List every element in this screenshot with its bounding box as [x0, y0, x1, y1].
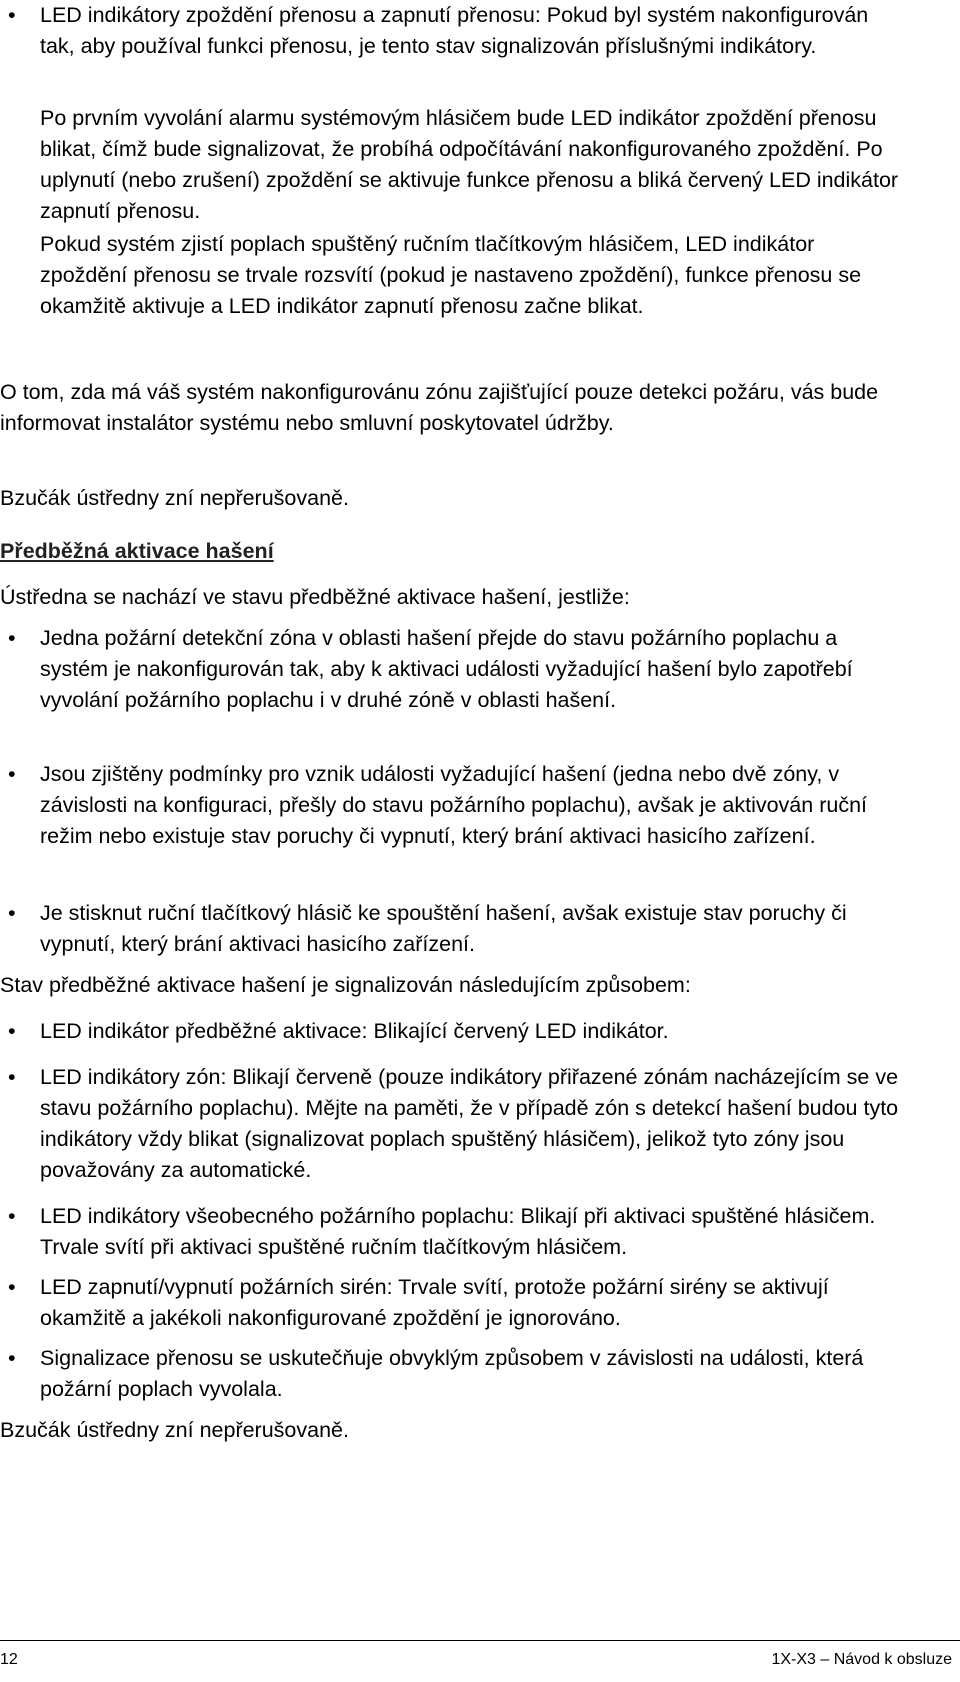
condition-item-2: [0, 759, 960, 852]
list-item: [0, 0, 960, 62]
buzzer-note-1: Bzučák ústředny zní nepřerušovaně.: [0, 486, 349, 510]
condition-item-3: [0, 898, 960, 960]
signal-intro: Stav předběžné aktivace hašení je signalizován následujícím způsobem:: [0, 973, 691, 997]
page-footer: [0, 1640, 960, 1682]
bullet-marker: •: [8, 626, 16, 650]
condition-text: Jedna požární detekční zóna v oblasti hašení přejde do stavu požárního poplachu a systém je nakonfigurován tak, aby k aktivaci události vyžadující hašení bylo zapotřebí vyvolání požárního poplachu i v druhé zóně v oblasti hašení.: [40, 626, 853, 712]
bullet-marker: •: [8, 3, 16, 27]
bullet-marker: •: [8, 1275, 16, 1299]
signal-item-4: [0, 1272, 960, 1334]
transmission-delay-paragraph: Po prvním vyvolání alarmu systémovým hlásičem bude LED indikátor zpoždění přenosu blikat, čímž bude signalizovat, že probíhá odpočítávání nakonfigurovaného zpoždění. Po uplynutí (nebo zrušení) zpoždění se aktivuje funkce přenosu a bliká červený LED indikátor zapnutí přenosu.: [40, 106, 899, 223]
signal-text: LED zapnutí/vypnutí požárních sirén: Trvale svítí, protože požární sirény se aktivují okamžitě a jakékoli nakonfigurované zpoždění je ignorováno.: [40, 1275, 829, 1330]
bullet-marker: •: [8, 1065, 16, 1089]
buzzer-note-2: Bzučák ústředny zní nepřerušovaně.: [0, 1418, 349, 1442]
signal-item-3: [0, 1201, 960, 1263]
bullet-marker: •: [8, 901, 16, 925]
info-paragraph: O tom, zda má váš systém nakonfigurovánu zónu zajišťující pouze detekci požáru, vás bude informovat instalátor systému nebo smluvní poskytovatel údržby.: [0, 380, 879, 435]
signal-text: Signalizace přenosu se uskutečňuje obvyklým způsobem v závislosti na události, která požární poplach vyvolala.: [40, 1346, 864, 1401]
condition-item-1: [0, 623, 960, 716]
section-heading: Předběžná aktivace hašení: [0, 539, 274, 563]
signal-text: LED indikátor předběžné aktivace: Blikající červený LED indikátor.: [40, 1019, 669, 1043]
bullet-marker: •: [8, 1346, 16, 1370]
intro-item: [0, 0, 960, 62]
condition-text: Jsou zjištěny podmínky pro vznik události vyžadující hašení (jedna nebo dvě zóny, v závislosti na konfiguraci, přešly do stavu požárního poplachu), avšak je aktivován ruční režim nebo existuje stav poruchy či vypnutí, který brání aktivaci hasicího zařízení.: [40, 762, 867, 848]
signal-item-5: [0, 1343, 960, 1405]
signal-item-1: [0, 1016, 960, 1047]
condition-text: Je stisknut ruční tlačítkový hlásič ke spouštění hašení, avšak existuje stav poruchy či vypnutí, který brání aktivaci hasicího zařízení.: [40, 901, 847, 956]
signal-text: LED indikátory zón: Blikají červeně (pouze indikátory přiřazené zónám nacházejícím se ve stavu požárního poplachu). Mějte na paměti, že v případě zón s detekcí hašení budou tyto indikátory vždy blikat (signalizovat poplach spuštěný hlásičem), jelikož tyto zóny jsou považovány za automatické.: [40, 1065, 899, 1182]
bullet-marker: •: [8, 1019, 16, 1043]
section-intro: Ústředna se nachází ve stavu předběžné aktivace hašení, jestliže:: [0, 585, 630, 609]
manual-call-point-paragraph: Pokud systém zjistí poplach spuštěný ručním tlačítkovým hlásičem, LED indikátor zpoždění přenosu se trvale rozsvítí (pokud je nastaveno zpoždění), funkce přenosu se okamžitě aktivuje a LED indikátor zapnutí přenosu začne blikat.: [40, 232, 862, 318]
page-number: 12: [0, 1651, 18, 1668]
signal-text: LED indikátory všeobecného požárního poplachu: Blikají při aktivaci spuštěné hlásičem. Trvale svítí při aktivaci spuštěné ručním tlačítkovým hlásičem.: [40, 1204, 876, 1259]
bullet-marker: •: [8, 762, 16, 786]
intro-item-title: LED indikátory zpoždění přenosu a zapnutí přenosu: Pokud byl systém nakonfigurován tak, aby používal funkci přenosu, je tento stav signalizován příslušnými indikátory.: [40, 3, 869, 58]
bullet-marker: •: [8, 1204, 16, 1228]
signal-item-2: [0, 1062, 960, 1186]
document-title: 1X-X3 – Návod k obsluze: [771, 1651, 952, 1668]
